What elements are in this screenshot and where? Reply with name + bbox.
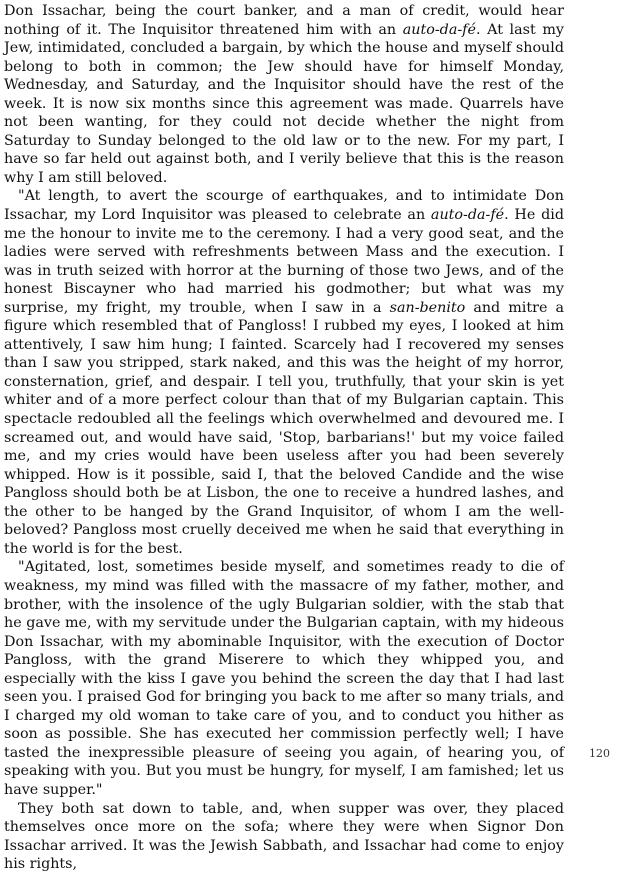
paragraph-2-text: "At length, to avert the scourge of earthquakes, and to intimidate Don Issachar, my Lord Inquisitor was pleased to celebrate an bbox=[4, 188, 564, 224]
paragraph-4-text: They both sat down to table, and, when supper was over, they placed themselves once more on the sofa; where they were when Signor Don Issachar arrived. It was the Jewish Sabbath, and Issachar had come to enjoy his rights, bbox=[4, 800, 564, 873]
paragraph-4 bbox=[4, 800, 564, 874]
paragraph-2-italic-term: auto-da-fé bbox=[430, 207, 505, 224]
paragraph-2-text-continued: . He did me the honour to invite me to the ceremony. I had a very good seat, and the ladies were served with refreshments between Mass and the execution. I was in truth seized with horror at the burning of those two Jews, and of the honest Biscayner who had married his godmother; but what was my surprise, my fright, my trouble, when I saw in a bbox=[4, 207, 564, 316]
paragraph-3 bbox=[4, 558, 564, 799]
paragraph-1-italic-term: auto-da-fé bbox=[402, 21, 476, 38]
paragraph-2-italic-term-2: san-benito bbox=[389, 299, 466, 316]
paragraph-2-text-end: and mitre a figure which resembled that of Pangloss! I rubbed my eyes, I looked at him attentively, I saw him hung; I fainted. Scarcely had I recovered my senses than I saw you stripped, stark naked, and this was the height of my horror, consternation, grief, and despair. I tell you, truthfully, that your skin is yet whiter and of a more perfect colour than that of my Bulgarian captain. This spectacle redoubled all the feelings which overwhelmed and devoured me. I screamed out, and would have said, 'Stop, barbarians!' but my voice failed me, and my cries would have been useless after you had been severely whipped. How is it possible, said I, that the beloved Candide and the wise Pangloss should both be at Lisbon, the one to receive a hundred lashes, and the other to be hanged by the Grand Inquisitor, of whom I am the well-beloved? Pangloss most cruelly deceived me when he said that everything in the world is for the best. bbox=[4, 299, 564, 557]
paragraph-1 bbox=[4, 2, 564, 187]
page-body bbox=[4, 2, 564, 874]
paragraph-3-text: "Agitated, lost, sometimes beside myself, and sometimes ready to die of weakness, my mind was filled with the massacre of my father, mother, and brother, with the insolence of the ugly Bulgarian soldier, with the stab that he gave me, with my servitude under the Bulgarian captain, with my hideous Don Issachar, with my abominable Inquisitor, with the execution of Doctor Pangloss, with the grand Miserere to which they whipped you, and especially with the kiss I gave you behind the screen the day that I had last seen you. I praised God for bringing you back to me after so many trials, and I charged my old woman to take care of you, and to conduct you hither as soon as possible. She has executed her commission perfectly well; I have tasted the inexpressible pleasure of seeing you again, of hearing you, of speaking with you. But you must be hungry, for myself, I am famished; let us have supper." bbox=[4, 559, 564, 798]
paragraph-1-text: Don Issachar, being the court banker, and a man of credit, would hear nothing of it. The Inquisitor threatened him with an bbox=[4, 3, 564, 38]
paragraph-2 bbox=[4, 187, 564, 558]
page-number: 120 bbox=[589, 747, 610, 760]
paragraph-1-text-continued: . At last my Jew, intimidated, concluded a bargain, by which the house and myself should belong to both in common; the Jew should have for himself Monday, Wednesday, and Saturday, and the Inquisitor should have the rest of the week. It is now six months since this agreement was made. Quarrels have not been wanting, for they could not decide whether the night from Saturday to Sunday belonged to the old law or to the new. For my part, I have so far held out against both, and I verily believe that this is the reason why I am still beloved. bbox=[4, 21, 564, 186]
